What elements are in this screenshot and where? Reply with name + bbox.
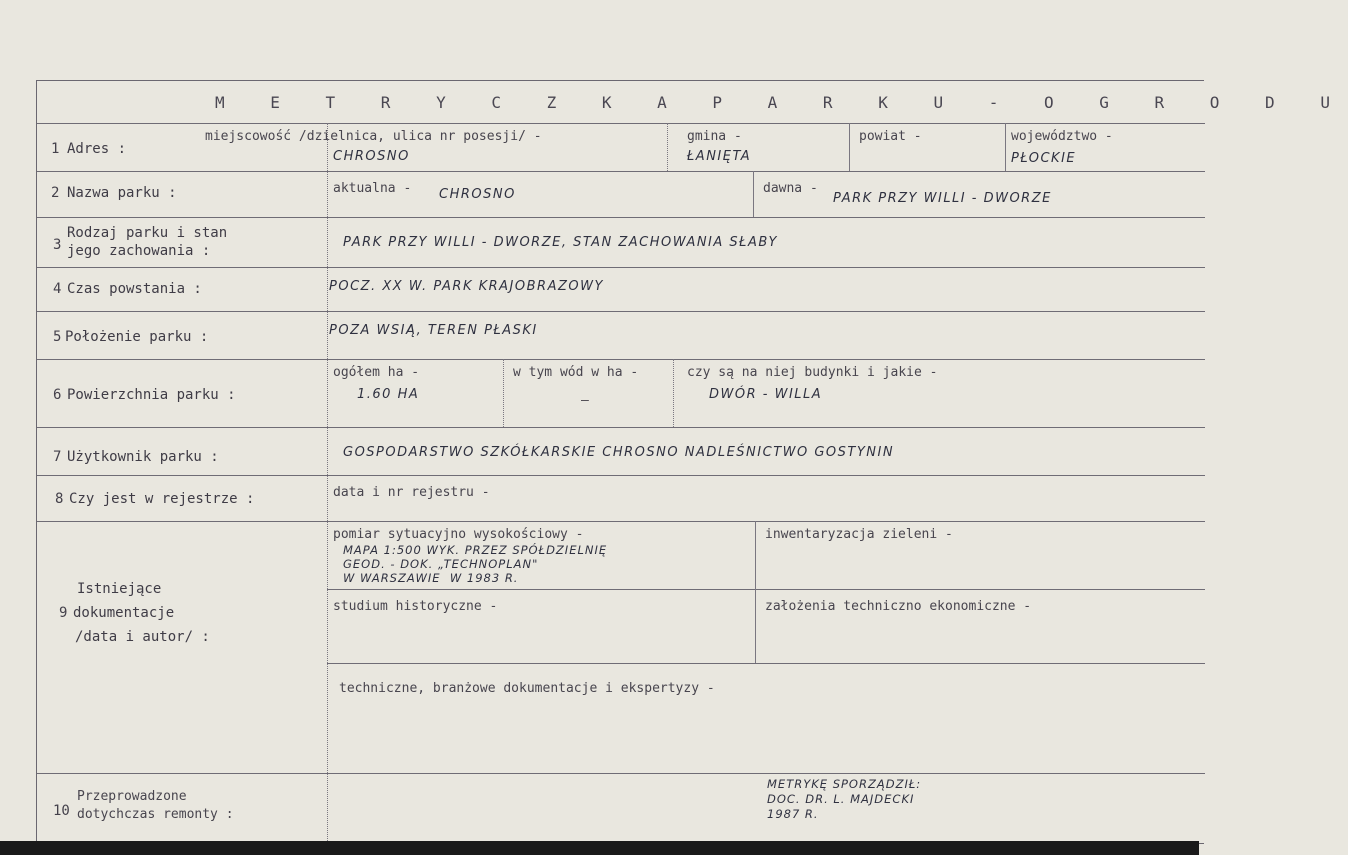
former-name-value: PARK PRZY WILLI - DWORZE bbox=[833, 191, 1052, 206]
park-type-value: PARK PRZY WILLI - DWORZE, STAN ZACHOWANIA SŁABY bbox=[343, 235, 779, 250]
history-study-caption: studium historyczne - bbox=[333, 599, 498, 614]
row-number: 2 bbox=[51, 185, 60, 201]
row-number: 7 bbox=[53, 449, 62, 465]
signature-note: METRYKĘ SPORZĄDZIŁ: DOC. DR. L. MAJDECKI 1987 R. bbox=[767, 777, 922, 821]
column-divider bbox=[503, 359, 504, 427]
row-divider bbox=[37, 311, 1205, 312]
row-divider bbox=[37, 427, 1205, 428]
column-divider bbox=[667, 123, 668, 171]
row-divider bbox=[37, 359, 1205, 360]
register-caption: data i nr rejestru - bbox=[333, 485, 490, 500]
current-name-value: CHROSNO bbox=[439, 187, 516, 202]
greenery-inventory-caption: inwentaryzacja zieleni - bbox=[765, 527, 953, 542]
row-number: 4 bbox=[53, 281, 62, 297]
column-divider bbox=[673, 359, 674, 427]
former-name-caption: dawna - bbox=[763, 181, 818, 196]
row-number: 5 bbox=[53, 329, 62, 345]
park-name-label: Nazwa parku : bbox=[67, 185, 177, 201]
row-divider bbox=[37, 521, 1205, 522]
address-label: Adres : bbox=[67, 141, 127, 157]
water-area-caption: w tym wód w ha - bbox=[513, 365, 639, 380]
park-type-label-2: jego zachowania : bbox=[67, 243, 211, 259]
cell-divider bbox=[327, 663, 1205, 664]
survey-value: MAPA 1:500 WYK. PRZEZ SPÓŁDZIELNIĘ GEOD. - DOK. „TECHNOPLAN" W WARSZAWIE W 1983 R. bbox=[343, 543, 608, 585]
row-number: 1 bbox=[51, 141, 60, 157]
cell-divider bbox=[327, 589, 1205, 590]
commune-caption: gmina - bbox=[687, 129, 742, 144]
column-divider bbox=[849, 123, 850, 171]
row-number: 3 bbox=[53, 237, 62, 253]
row-divider bbox=[37, 475, 1205, 476]
survey-caption: pomiar sytuacyjno wysokościowy - bbox=[333, 527, 584, 542]
row-divider bbox=[37, 217, 1205, 218]
water-area-value: – bbox=[581, 393, 589, 408]
documentation-label: Istniejące bbox=[77, 581, 162, 597]
technical-assumptions-caption: założenia techniczno ekonomiczne - bbox=[765, 599, 1032, 614]
park-type-label: Rodzaj parku i stan bbox=[67, 225, 228, 241]
column-divider bbox=[755, 521, 756, 663]
page-title: M E T R Y C Z K A P A R K U - O G R O D U bbox=[215, 93, 1348, 112]
column-divider bbox=[327, 123, 328, 845]
scan-bottom-edge bbox=[0, 841, 1199, 855]
row-divider bbox=[37, 123, 1205, 124]
user-value: GOSPODARSTWO SZKÓŁKARSKIE CHROSNO NADLEŚNICTWO GOSTYNIN bbox=[343, 445, 895, 460]
location-label: Położenie parku : bbox=[65, 329, 209, 345]
total-area-caption: ogółem ha - bbox=[333, 365, 420, 380]
origin-time-label: Czas powstania : bbox=[67, 281, 202, 297]
area-label: Powierzchnia parku : bbox=[67, 387, 236, 403]
buildings-caption: czy są na niej budynki i jakie - bbox=[687, 365, 938, 380]
county-caption: powiat - bbox=[859, 129, 922, 144]
technical-docs-caption: techniczne, branżowe dokumentacje i ekspertyzy - bbox=[339, 681, 715, 696]
commune-value: ŁANIĘTA bbox=[687, 149, 752, 164]
current-name-caption: aktualna - bbox=[333, 181, 412, 196]
total-area-value: 1.60 HA bbox=[357, 387, 420, 402]
row-number: 10 bbox=[53, 803, 70, 819]
locality-value: CHROSNO bbox=[333, 149, 410, 164]
locality-caption: miejscowość /dzielnica, ulica nr posesji/ - bbox=[205, 129, 542, 144]
user-label: Użytkownik parku : bbox=[67, 449, 219, 465]
repairs-label-2: dotychczas remonty : bbox=[77, 807, 234, 822]
voivodeship-caption: województwo - bbox=[1011, 129, 1113, 144]
buildings-value: DWÓR - WILLA bbox=[709, 387, 823, 402]
repairs-label: Przeprowadzone bbox=[77, 789, 187, 804]
voivodeship-value: PŁOCKIE bbox=[1011, 151, 1077, 166]
row-number: 8 bbox=[55, 491, 64, 507]
row-number: 9 bbox=[59, 605, 68, 621]
column-divider bbox=[1005, 123, 1006, 171]
row-number: 6 bbox=[53, 387, 62, 403]
location-value: POZA WSIĄ, TEREN PŁASKI bbox=[329, 323, 538, 338]
origin-time-value: POCZ. XX W. PARK KRAJOBRAZOWY bbox=[329, 279, 604, 294]
column-divider bbox=[753, 171, 754, 217]
row-divider bbox=[37, 267, 1205, 268]
documentation-label-2: dokumentacje bbox=[73, 605, 175, 621]
documentation-label-3: /data i autor/ : bbox=[75, 629, 210, 645]
row-divider bbox=[37, 773, 1205, 774]
metryczka-form bbox=[36, 80, 1348, 844]
row-divider bbox=[37, 171, 1205, 172]
register-label: Czy jest w rejestrze : bbox=[69, 491, 255, 507]
